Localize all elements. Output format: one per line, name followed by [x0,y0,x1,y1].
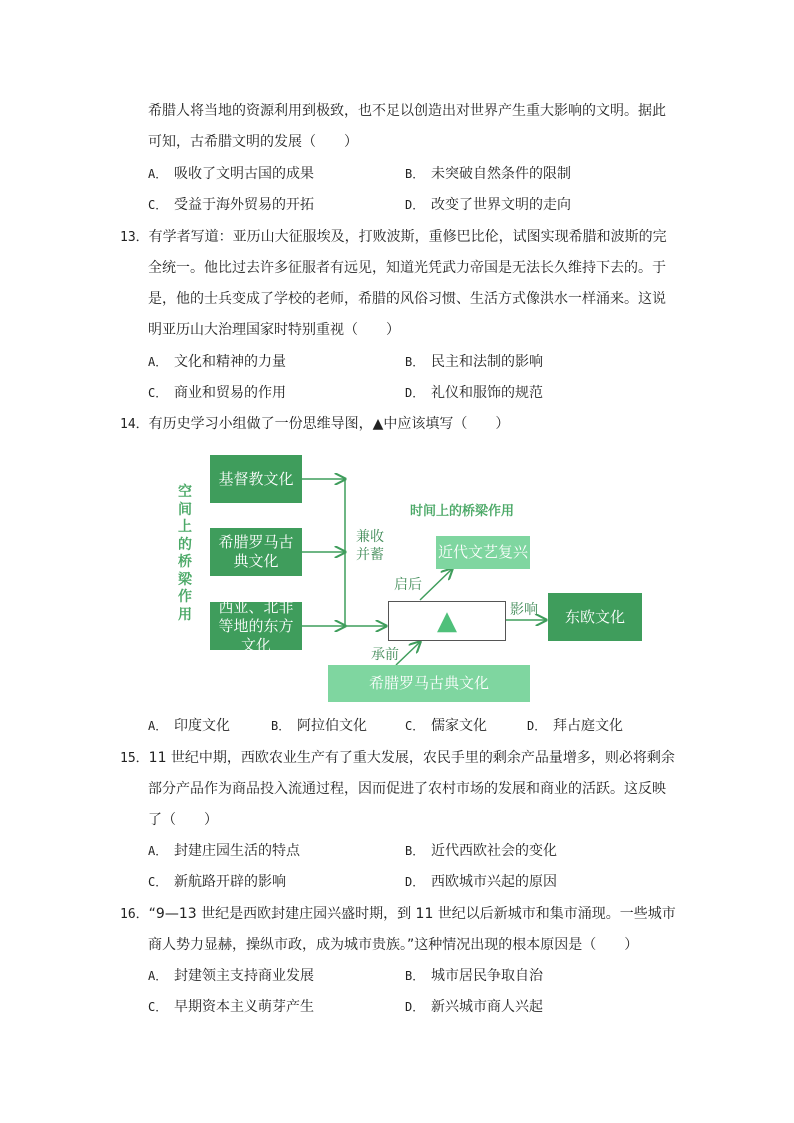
option-text: 改变了世界文明的走向 [431,197,571,213]
q13-option-d[interactable] [405,383,543,403]
box-greek-roman-bottom: 希腊罗马古典文化 [328,665,530,702]
label-influence: 影响 [510,602,538,618]
q15-option-b[interactable] [405,841,557,861]
option-text: 拜占庭文化 [553,718,623,734]
option-label: A． [148,969,168,983]
box-east-europe-culture: 东欧文化 [548,593,642,641]
triangle-icon: ▲ [437,606,457,636]
option-text: 礼仪和服饰的规范 [431,385,543,401]
option-text: 印度文化 [174,718,230,734]
q16-option-c[interactable] [148,997,314,1017]
option-label: A． [148,844,168,858]
option-label: B． [271,719,291,733]
option-text: 新航路开辟的影响 [174,874,286,890]
box-east-culture: 西亚、北非等地的东方文化 [210,602,302,650]
mind-map-diagram [170,448,670,710]
q15-option-d[interactable] [405,872,557,892]
q16-option-a[interactable] [148,966,314,986]
option-text: 封建领主支持商业发展 [174,968,314,984]
option-label: C． [148,875,168,889]
q15-text: 11 世纪中期，西欧农业生产有了重大发展，农民手里的剩余产品量增多，则必将剩余 [148,750,675,766]
q13-stem-line2: 全统一。他比过去许多征服者有远见，知道光凭武力帝国是无法长久维持下去的。于 [148,260,666,276]
q12-stem-line2: 可知，古希腊文明的发展（ ） [148,134,358,150]
option-text: 民主和法制的影响 [431,354,543,370]
q13-stem-line4: 明亚历山大治理国家时特别重视（ ） [148,322,400,338]
box-christian-culture: 基督教文化 [210,455,302,503]
q12-option-d[interactable] [405,195,571,215]
q15-option-a[interactable] [148,841,300,861]
q14-option-b[interactable] [271,716,367,736]
question-number: 15． [120,751,149,766]
option-label: B． [405,844,425,858]
box-greek-roman-culture: 希腊罗马古典文化 [210,528,302,576]
q15-option-c[interactable] [148,872,286,892]
label-absorb: 兼收并蓄 [356,529,384,563]
q13-option-b[interactable] [405,352,543,372]
q13-stem-line3: 是，他的士兵变成了学校的老师，希腊的风俗习惯、生活方式像洪水一样涌来。这说 [148,291,666,307]
q14-text: 有历史学习小组做了一份思维导图，▲中应该填写（ ） [148,416,510,432]
space-bridge-title: 空间上的桥梁作用 [178,484,192,623]
q16-option-d[interactable] [405,997,543,1017]
option-label: A． [148,167,168,181]
option-label: D． [405,875,425,889]
option-label: C． [405,719,425,733]
q16-option-b[interactable] [405,966,543,986]
option-text: 未突破自然条件的限制 [431,166,571,182]
q12-option-a[interactable] [148,164,314,184]
option-text: 近代西欧社会的变化 [431,843,557,859]
q14-option-d[interactable] [527,716,623,736]
q13-text: 有学者写道：亚历山大征服埃及，打败波斯，重修巴比伦，试图实现希腊和波斯的完 [148,229,667,245]
q14-option-c[interactable] [405,716,487,736]
option-text: 受益于海外贸易的开拓 [174,197,314,213]
q16-stem-line1 [120,904,676,925]
option-text: 阿拉伯文化 [297,718,367,734]
option-text: 西欧城市兴起的原因 [431,874,557,890]
option-label: B． [405,355,425,369]
connector-inspire [420,569,452,600]
q12-option-b[interactable] [405,164,571,184]
q15-stem-line2: 部分产品作为商品投入流通过程，因而促进了农村市场的发展和商业的活跃。这反映 [148,781,666,797]
q12-stem-line1: 希腊人将当地的资源利用到极致，也不足以创造出对世界产生重大影响的文明。据此 [148,103,666,119]
option-text: 文化和精神的力量 [174,354,286,370]
q15-stem-line3: 了（ ） [148,812,218,828]
option-label: B． [405,167,425,181]
question-number: 13． [120,230,149,245]
q13-option-c[interactable] [148,383,286,403]
option-label: D． [405,386,425,400]
option-label: B． [405,969,425,983]
option-text: 早期资本主义萌芽产生 [174,999,314,1015]
q14-stem-line1 [120,414,509,435]
option-label: C． [148,1000,168,1014]
option-label: D． [405,1000,425,1014]
q15-stem-line1 [120,748,675,769]
q13-option-a[interactable] [148,352,286,372]
label-inspire: 启后 [394,577,422,593]
q12-option-c[interactable] [148,195,314,215]
connector-inherit [396,642,420,665]
question-number: 14． [120,417,149,432]
option-label: A． [148,719,168,733]
q16-text: “9—13 世纪是西欧封建庄园兴盛时期，到 11 世纪以后新城市和集市涌现。一些城市 [148,906,676,922]
option-label: D． [405,198,425,212]
option-label: D． [527,719,547,733]
blank-answer-box [388,601,506,641]
option-text: 商业和贸易的作用 [174,385,286,401]
option-label: C． [148,198,168,212]
q13-stem-line1 [120,227,667,248]
option-text: 儒家文化 [431,718,487,734]
option-label: C． [148,386,168,400]
time-bridge-title: 时间上的桥梁作用 [410,504,515,519]
option-label: A． [148,355,168,369]
option-text: 城市居民争取自治 [431,968,543,984]
question-number: 16． [120,907,149,922]
q14-option-a[interactable] [148,716,230,736]
option-text: 吸收了文明古国的成果 [174,166,314,182]
box-renaissance: 近代文艺复兴 [436,536,530,569]
option-text: 封建庄园生活的特点 [174,843,300,859]
option-text: 新兴城市商人兴起 [431,999,543,1015]
q16-stem-line2: 商人势力显赫，操纵市政，成为城市贵族。”这种情况出现的根本原因是（ ） [148,937,639,953]
label-inherit: 承前 [371,647,399,663]
